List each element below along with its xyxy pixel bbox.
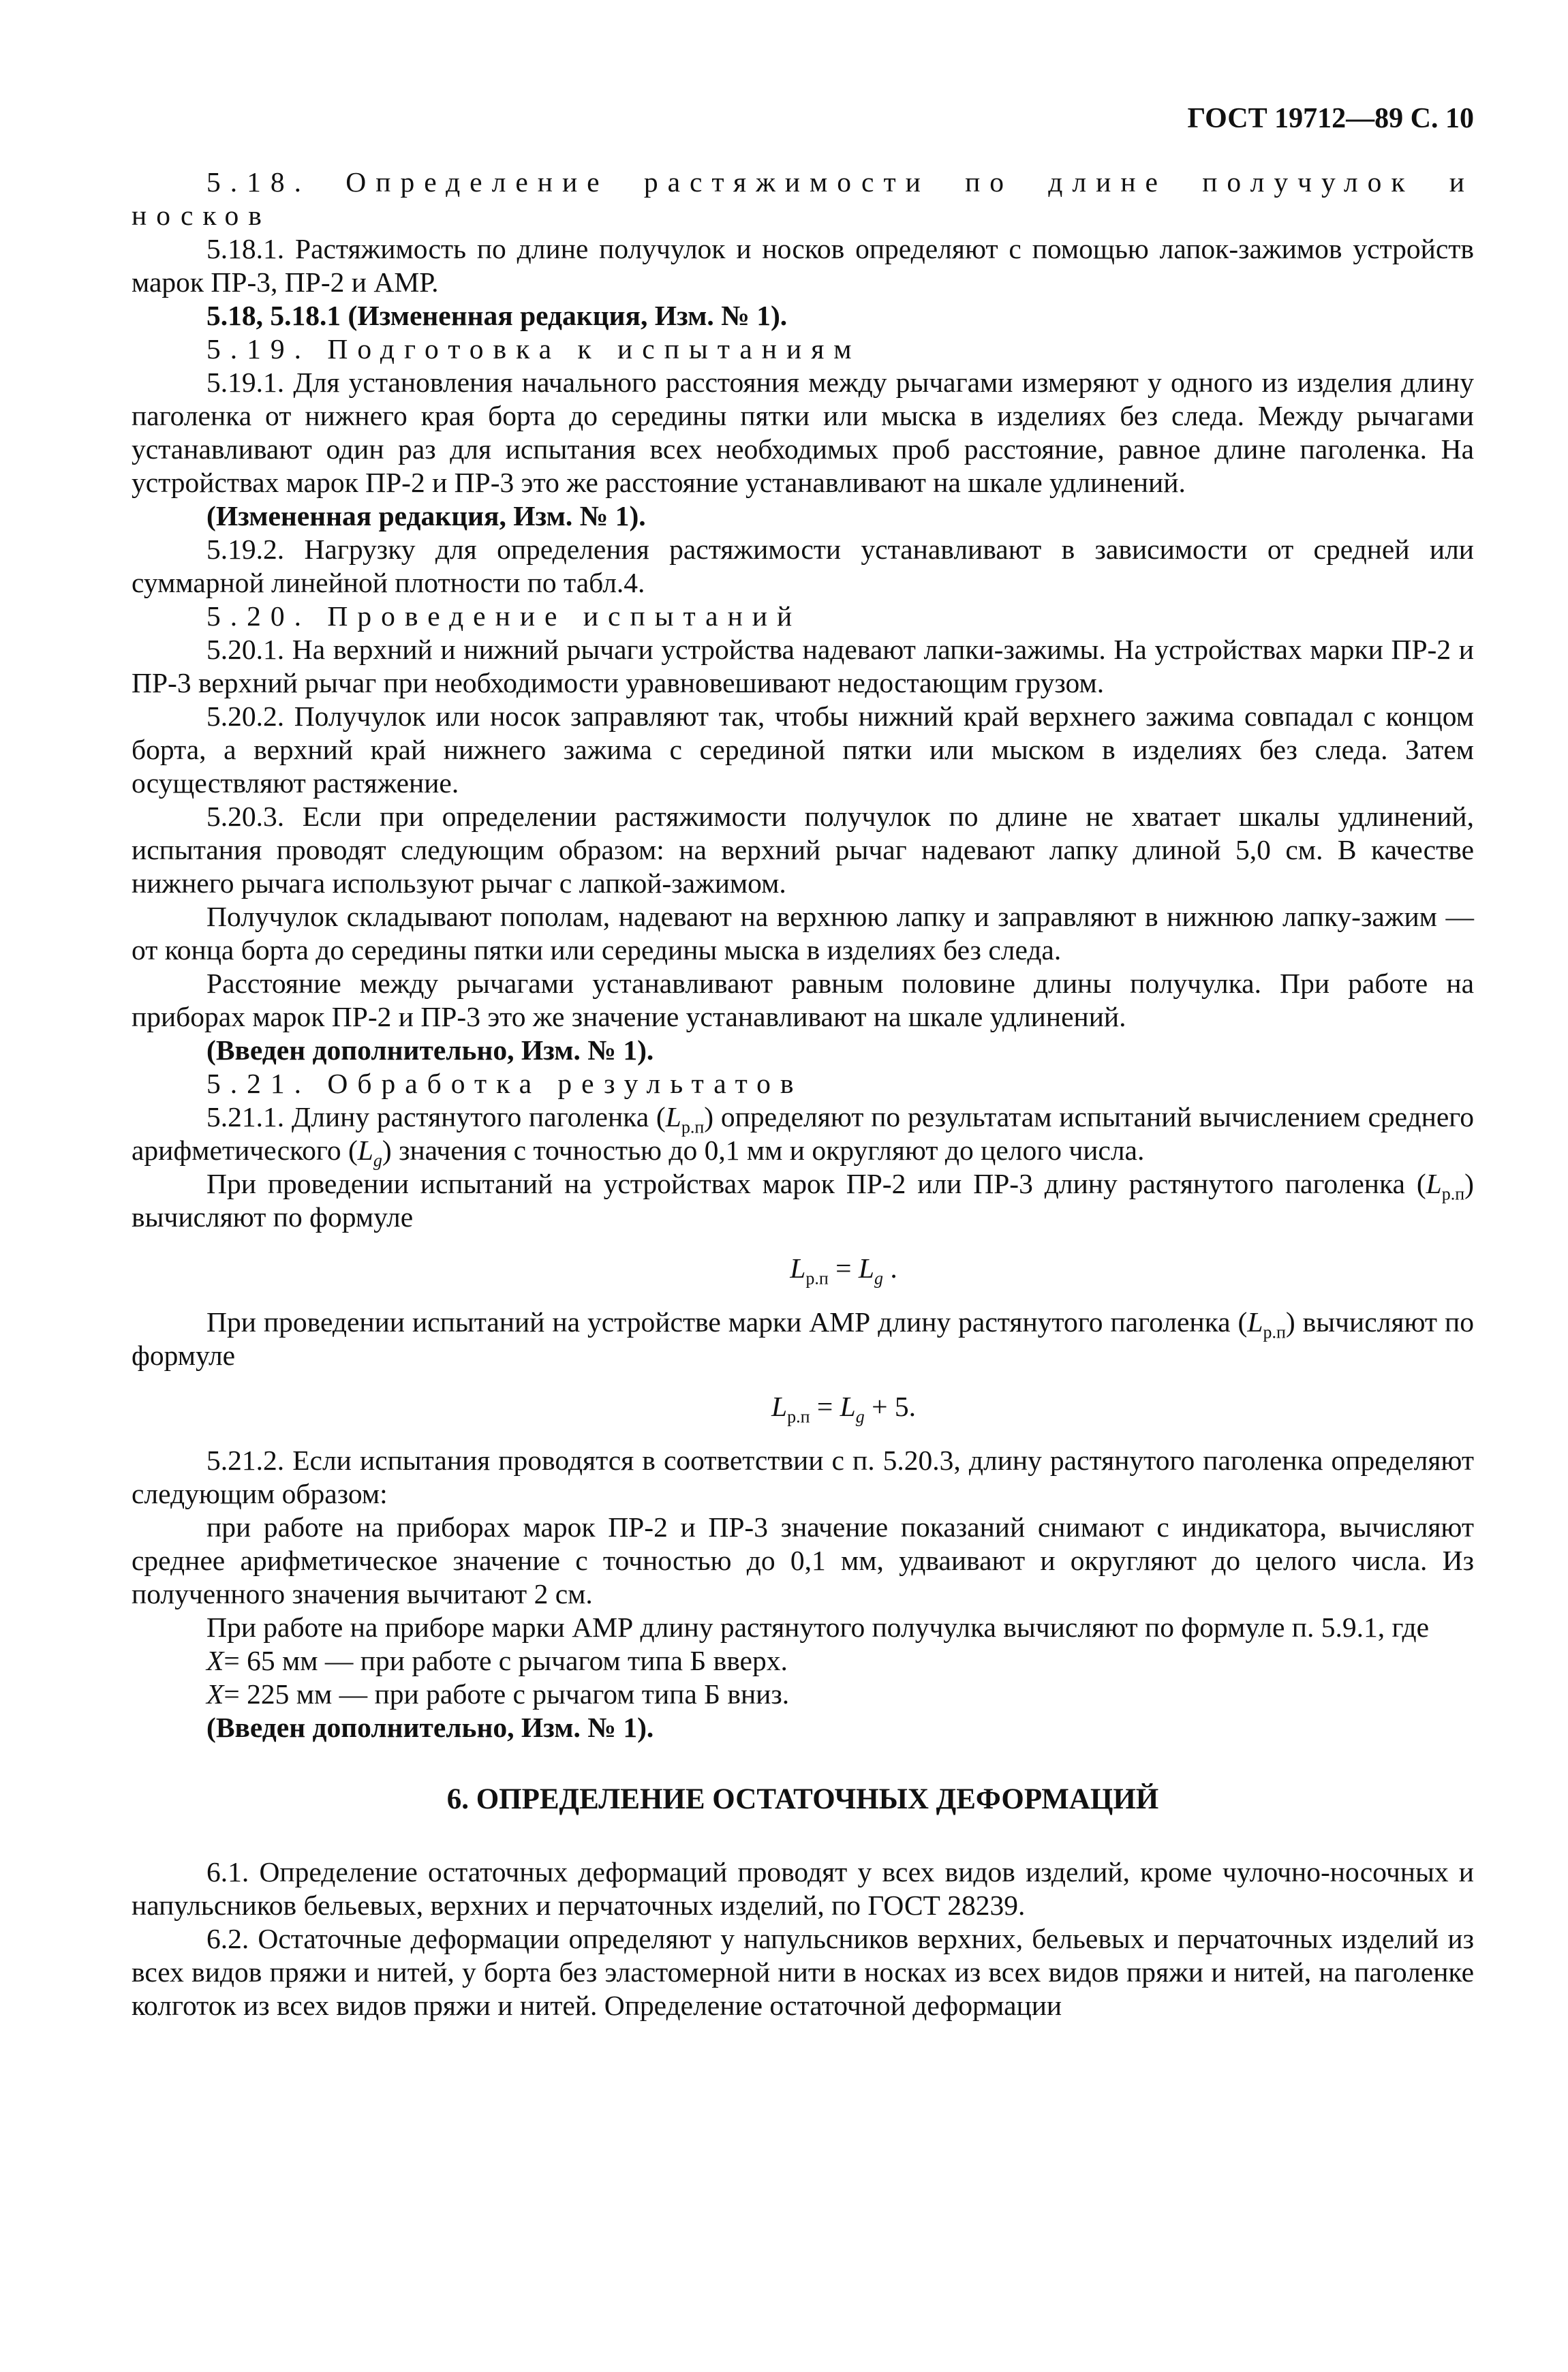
clause-5-21-1: 5.21.1. Длину растянутого паголенка $(L_{р.п})$ определяют по результатам испытаний вычислением среднего арифметического $(L_g)$ значения с точностью до 0,1 мм и округляют до целого числа. bbox=[132, 1101, 1475, 1171]
clause-5-20-heading: 5.20. Проведение испытаний bbox=[206, 600, 802, 632]
clause-6-1: 6.1. Определение остаточных деформаций проводят у всех видов изделий, кроме чулочно-носочных и напульсников бельевых, верхних и перчаточных изделий, по ГОСТ 28239. bbox=[132, 1856, 1474, 1921]
clause-5-21-1-amr-device: При проведении испытаний на устройстве марки АМР длину растянутого паголенка $(L_{р.п})$ вычисляют по формуле bbox=[132, 1306, 1474, 1371]
clause-5-20-1: 5.20.1. На верхний и нижний рычаги устройства надевают лапки-зажимы. На устройствах марки ПР-2 и ПР-3 верхний рычаг при необходимости уравновешивают недостающим грузом. bbox=[132, 634, 1474, 698]
clause-6-2: 6.2. Остаточные деформации определяют у напульсников верхних, бельевых и перчаточных изделий из всех видов пряжи и нитей, у борта без эластомерной нити в носках из всех видов пряжи и нитей, на паголенке колготок из всех видов пряжи и нитей. Определение остаточной деформации bbox=[132, 1923, 1474, 2021]
clause-5-21-heading: 5.21. Обработка результатов bbox=[206, 1068, 803, 1099]
formula-amr: $L_{р.п} = L_g + 5$. bbox=[771, 1391, 917, 1427]
clause-5-21-1-pr-devices: При проведении испытаний на устройствах марок ПР-2 или ПР-3 длину растянутого паголенка $(L_{р.п})$ вычисляют по формуле bbox=[132, 1168, 1474, 1233]
clause-5-18-heading: 5.18. Определение растяжимости по длине получулок и носков bbox=[132, 166, 1474, 231]
clause-5-21-2-amr-device: При работе на приборе марки АМР длину растянутого получулка вычисляют по формуле п. 5.9.1, где bbox=[206, 1612, 1430, 1643]
formula-pr: $L_{р.п} = L_g$ . bbox=[790, 1252, 897, 1289]
clause-5-20-3-distance: Расстояние между рычагами устанавливают равным половине длины получулка. При работе на приборах марок ПР-2 и ПР-3 это же значение устанавливают на шкале удлинений. bbox=[132, 968, 1474, 1032]
clause-5-18-1: 5.18.1. Растяжимость по длине получулок и носков определяют с помощью лапок-зажимов устройств марок ПР-3, ПР-2 и АМР. bbox=[132, 233, 1474, 298]
clause-5-21-2: 5.21.2. Если испытания проводятся в соответствии с п. 5.20.3, длину растянутого паголенка определяют следующим образом: bbox=[132, 1445, 1474, 1509]
clause-5-19-1-edit-note: (Измененная редакция, Изм. № 1). bbox=[206, 500, 646, 532]
clause-5-19-heading: 5.19. Подготовка к испытаниям bbox=[206, 333, 861, 365]
clause-5-19-2: 5.19.2. Нагрузку для определения растяжимости устанавливают в зависимости от средней или суммарной линейной плотности по табл.4. bbox=[132, 534, 1474, 598]
x-value-down: X= 225 мм — при работе с рычагом типа Б вниз. bbox=[206, 1678, 790, 1710]
section-6-title: 6. ОПРЕДЕЛЕНИЕ ОСТАТОЧНЫХ ДЕФОРМАЦИЙ bbox=[446, 1783, 1159, 1815]
clause-5-19-1: 5.19.1. Для установления начального расстояния между рычагами измеряют у одного из изделия длину паголенка от нижнего края борта до середины пятки или мыска в изделиях без следа. Между рычагами устанавливают один раз для испытания всех необходимых проб расстояние, равное длине паголенка. На устройствах марок ПР-2 и ПР-3 это же расстояние устанавливают на шкале удлинений. bbox=[132, 367, 1474, 498]
x-value-up: X= 65 мм — при работе с рычагом типа Б вверх. bbox=[206, 1645, 788, 1676]
clause-5-21-2-added-note: (Введен дополнительно, Изм. № 1). bbox=[206, 1712, 654, 1743]
clause-5-20-3-folding: Получулок складывают пополам, надевают на верхнюю лапку и заправляют в нижнюю лапку-зажим — от конца борта до середины пятки или середины мыска в изделиях без следа. bbox=[132, 901, 1474, 966]
clause-5-18-edit-note: 5.18, 5.18.1 (Измененная редакция, Изм. № 1). bbox=[206, 300, 788, 331]
page-header: ГОСТ 19712—89 С. 10 bbox=[1187, 103, 1474, 134]
clause-5-20-2: 5.20.2. Получулок или носок заправляют так, чтобы нижний край верхнего зажима совпадал с концом борта, а верхний край нижнего зажима с серединой пятки или мыском в изделиях без следа. Затем осуществляют растяжение. bbox=[132, 700, 1474, 799]
clause-5-20-3-added-note: (Введен дополнительно, Изм. № 1). bbox=[206, 1034, 654, 1066]
document-page bbox=[132, 102, 1474, 2022]
clause-5-20-3: 5.20.3. Если при определении растяжимости получулок по длине не хватает шкалы удлинений, испытания проводят следующим образом: на верхний рычаг надевают лапку длиной 5,0 см. В качестве нижнего рычага используют рычаг с лапкой-зажимом. bbox=[132, 801, 1474, 899]
clause-5-21-2-pr-devices: при работе на приборах марок ПР-2 и ПР-3 значение показаний снимают с индикатора, вычисляют среднее арифметическое значение с точностью до 0,1 мм, удваивают и округляют до целого числа. Из полученного значения вычитают 2 см. bbox=[132, 1511, 1474, 1609]
